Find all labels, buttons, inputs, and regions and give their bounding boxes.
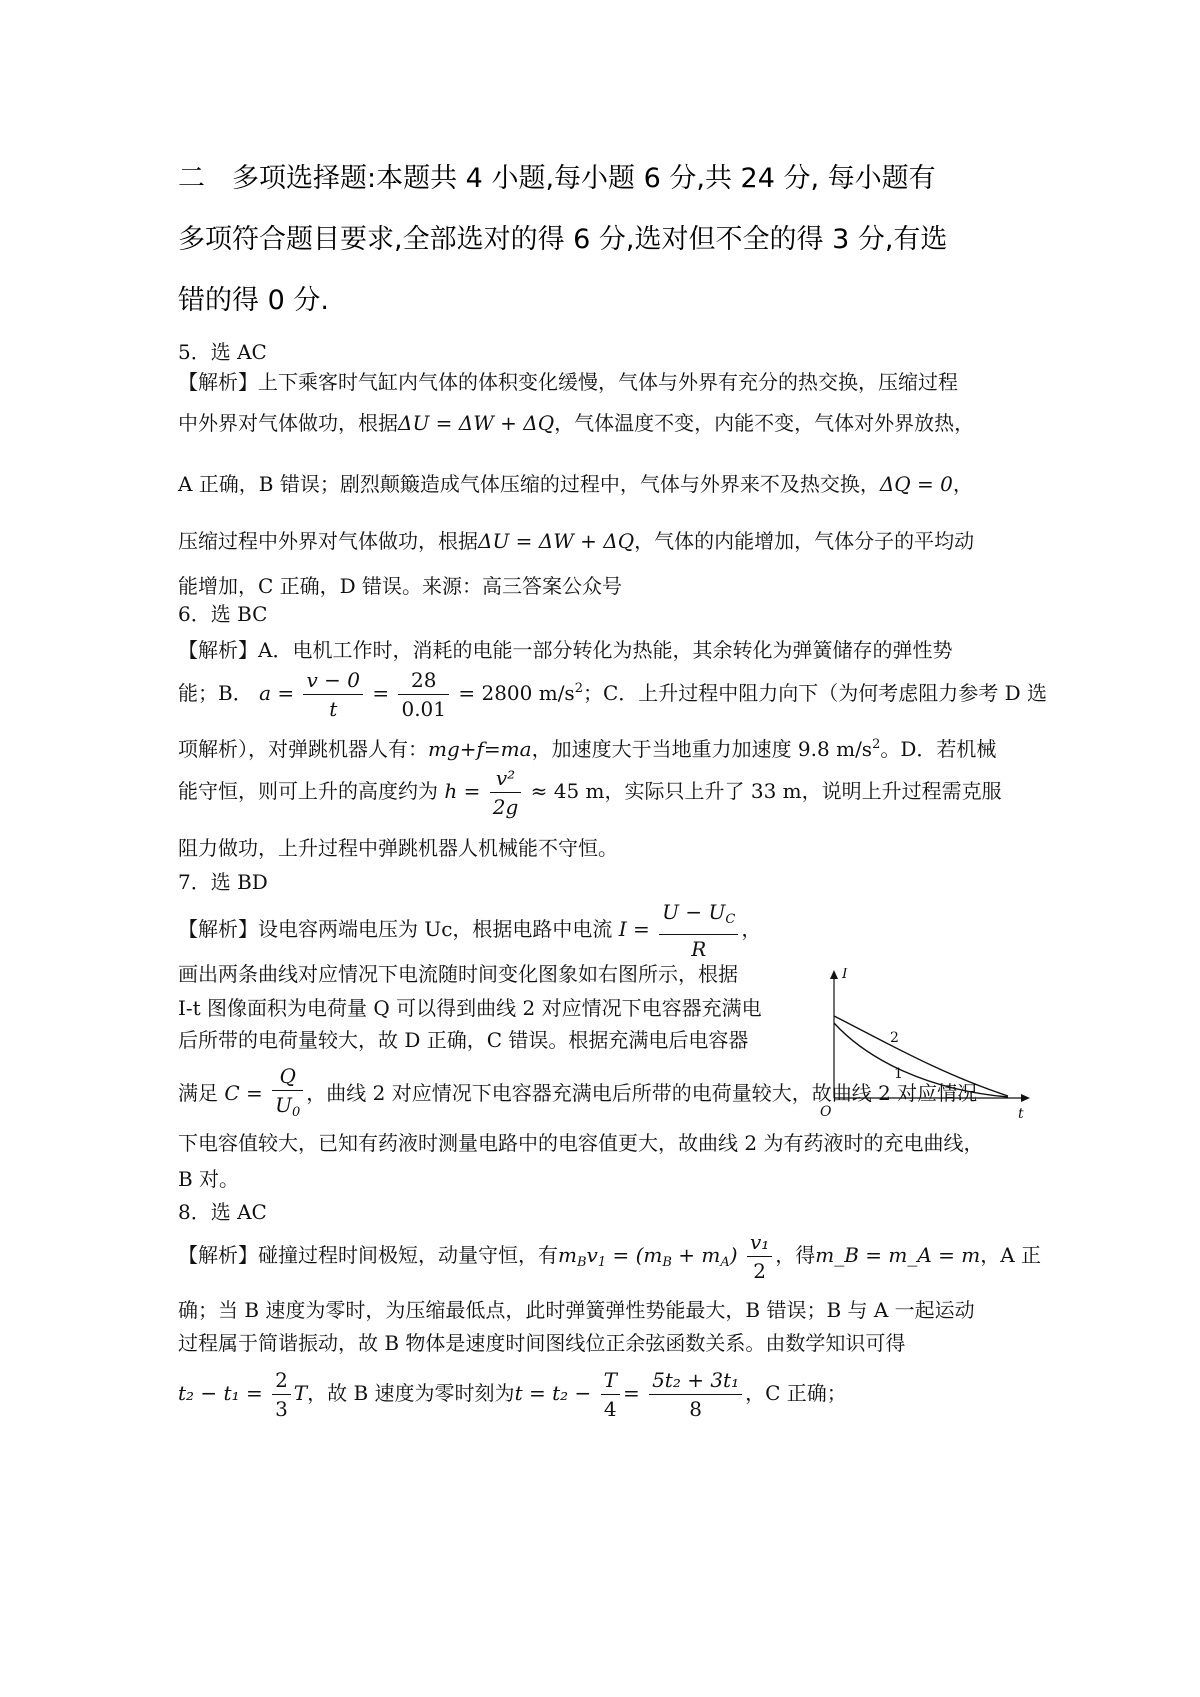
q7-line-2: 画出两条曲线对应情况下电流随时间变化图象如右图所示，根据 (178, 962, 738, 986)
q8-quarter-period-denominator: 4 (603, 1397, 617, 1421)
q8-time-equation: t = t₂ − (514, 1381, 592, 1405)
q6-line-3-text-a: 项解析），对弹跳机器人有： (178, 737, 428, 761)
q8-line-1-text-c: ，A 正 (980, 1243, 1042, 1267)
heading-line-1: 二 多项选择题:本题共 4 小题,每小题 6 分,共 24 分, 每小题有 (178, 163, 936, 194)
q6-height-numerator: v² (490, 764, 522, 793)
q5-line-4 (178, 525, 974, 554)
q6-force-equation: mg+f=ma (428, 737, 532, 761)
q8-line-2: 确；当 B 速度为零时，为压缩最低点，此时弹簧弹性势能最大，B 错误；B 与 A 一起运动 (178, 1298, 975, 1322)
q6-line-4 (178, 764, 1002, 821)
q8-line-4 (178, 1366, 847, 1423)
q8-line-3: 过程属于简谐振动，故 B 物体是速度时间图线位正余弦函数关系。由数学知识可得 (178, 1331, 906, 1355)
q5-line-3-text-a: A 正确，B 错误；剧烈颠簸造成气体压缩的过程中，气体与外界来不及热交换， (178, 472, 880, 496)
q6-fraction-values (398, 666, 449, 723)
q5-line-2-text-a: 中外界对气体做功，根据 (178, 411, 398, 435)
q8-time-difference: t₂ − t₁ = (178, 1381, 263, 1405)
q8-fraction-two-thirds (272, 1366, 291, 1423)
q8-title: 8．选 AC (178, 1200, 267, 1224)
q5-line-5: 能增加，C 正确，D 错误。来源：高三答案公众号 (178, 574, 623, 598)
q7-capacitance-denominator (272, 1091, 303, 1127)
q8-two-thirds-denominator: 3 (275, 1397, 288, 1421)
q6-height-denominator: 2g (492, 795, 519, 819)
q7-line-3: I-t 图像面积为电荷量 Q 可以得到曲线 2 对应情况下电容器充满电 (178, 996, 762, 1020)
graph-origin-label: O (820, 1104, 832, 1120)
q6-accel-symbol: a (259, 681, 271, 705)
q6-fraction-height (490, 764, 522, 821)
q7-line-4: 后所带的电荷量较大，故 D 正确，C 错误。根据充满电后电容器 (178, 1028, 749, 1052)
q6-accel-result: = 2800 m/s (458, 681, 575, 705)
q6-height-result: ≈ 45 m (530, 779, 605, 803)
q7-equals-sign-2: = (246, 1081, 263, 1105)
q8-eq-sub-b2: B (662, 1255, 672, 1270)
q8-eq-sub-b: B (576, 1255, 587, 1270)
q6-equals-sign: = (277, 681, 295, 705)
q8-eq-sub-a: A (720, 1255, 730, 1270)
q5-line-4-text-b: ，气体的内能增加，气体分子的平均动 (634, 529, 975, 553)
q8-line-1 (178, 1228, 1041, 1285)
graph-curve-2-label: 2 (890, 1030, 899, 1046)
q5-title: 5．选 AC (178, 340, 267, 364)
q7-line-1-text-a: 【解析】设电容两端电压为 Uc，根据电路中电流 (178, 917, 613, 941)
q7-title: 7．选 BD (178, 870, 268, 894)
q6-line-4-text-a: 能守恒，则可上升的高度约为 (178, 779, 438, 803)
graph-y-axis-arrow (830, 970, 838, 979)
q6-line-2-text-b: ；C．上升过程中阻力向下（为何考虑阻力参考 D 选 (582, 681, 1048, 705)
graph-y-label: I (842, 968, 848, 982)
q6-line-3-text-c: 。D．若机械 (880, 737, 997, 761)
q6-gravity-exponent: 2 (872, 737, 881, 752)
q8-result-numerator: 5t₂ + 3t₁ (649, 1366, 742, 1395)
q5-line-3 (178, 468, 973, 497)
q5-equation-1: ΔU = ΔW + ΔQ (398, 411, 555, 435)
q8-eq-v: v (586, 1243, 598, 1267)
q8-mass-equation: m_B = m_A = m (815, 1243, 981, 1267)
q7-line-7: B 对。 (178, 1167, 240, 1191)
q6-line-5: 阻力做功，上升过程中弹跳机器人机械能不守恒。 (178, 836, 618, 860)
q7-fraction-capacitance (272, 1062, 303, 1127)
q8-momentum-equation (558, 1243, 738, 1270)
q6-fraction-numerator: v − 0 (303, 666, 363, 695)
q7-capacitance-denominator-subscript: 0 (292, 1105, 301, 1120)
q7-line-1 (178, 898, 761, 963)
q8-result-denominator: 8 (689, 1397, 702, 1421)
heading-line-3: 错的得 0 分. (178, 285, 329, 316)
q8-line-4-text-c: ，C 正确； (745, 1381, 847, 1405)
q6-fraction-values-numerator: 28 (398, 666, 449, 695)
q7-equals-sign: = (633, 917, 650, 941)
q7-current-symbol: I (618, 917, 627, 941)
q6-equals-sign-3: = (463, 779, 481, 803)
q8-eq-mid: = (m (606, 1243, 663, 1267)
graph-x-label: t (1018, 1106, 1024, 1122)
q7-line-6: 下电容值较大，已知有药液时测量电路中的电容值更大，故曲线 2 为有药液时的充电曲线， (178, 1131, 984, 1155)
section-heading (178, 148, 1040, 331)
q6-line-1: 【解析】A．电机工作时，消耗的电能一部分转化为热能，其余转化为弹簧储存的弹性势 (178, 638, 953, 662)
q6-line-4-text-b: ，实际只上升了 33 m，说明上升过程需克服 (604, 779, 1002, 803)
q7-fraction-current (659, 898, 738, 963)
q8-quarter-period-numerator: T (601, 1366, 620, 1395)
q5-line-1: 【解析】上下乘客时气缸内气体的体积变化缓慢，气体与外界有充分的热交换，压缩过程 (178, 370, 958, 394)
heading-line-2: 多项符合题目要求,全部选对的得 6 分,选对但不全的得 3 分,有选 (178, 224, 948, 255)
q6-fraction-velocity (303, 666, 363, 723)
q8-period-symbol: T (293, 1381, 308, 1405)
q8-eq-m: m (558, 1243, 577, 1267)
q8-line-1-text-a: 【解析】碰撞过程时间极短，动量守恒，有 (178, 1243, 558, 1267)
q8-fraction-velocity (747, 1228, 772, 1285)
q7-capacitance-denominator-text: U (275, 1093, 293, 1117)
q7-current-numerator (659, 898, 738, 935)
q8-line-1-text-b: ，得 (775, 1243, 816, 1267)
graph-x-axis-arrow (1021, 1094, 1030, 1102)
q7-capacitance-symbol: C (224, 1081, 240, 1105)
q7-line-5-text-a: 满足 (178, 1081, 218, 1105)
q5-equation-3: ΔU = ΔW + ΔQ (478, 529, 635, 553)
q8-two-thirds-numerator: 2 (272, 1366, 291, 1395)
q6-fraction-values-denominator: 0.01 (401, 697, 446, 721)
q8-velocity-denominator: 2 (753, 1259, 766, 1283)
q6-line-2 (178, 666, 1047, 723)
q8-equals-sign: = (622, 1381, 640, 1405)
q7-line-5 (178, 1062, 977, 1127)
q7-current-numerator-text: U − U (662, 900, 726, 924)
q5-line-2-text-b: ，气体温度不变，内能不变，气体对外界放热， (554, 411, 975, 435)
q7-current-denominator: R (691, 937, 707, 961)
q6-accel-exponent: 2 (574, 681, 583, 696)
q7-capacitance-numerator: Q (272, 1062, 303, 1091)
q5-line-2 (178, 407, 974, 436)
graph-curve-1-label: 1 (894, 1066, 903, 1082)
q7-current-numerator-subscript: C (725, 912, 736, 927)
q8-velocity-numerator: v₁ (747, 1228, 772, 1257)
q5-line-4-text-a: 压缩过程中外界对气体做功，根据 (178, 529, 478, 553)
q5-line-3-text-b: ， (952, 472, 973, 496)
q8-eq-sub-1: 1 (597, 1255, 607, 1270)
q5-equation-2: ΔQ = 0 (879, 472, 953, 496)
q6-equals-sign-2: = (372, 681, 390, 705)
q8-fraction-result (649, 1366, 742, 1423)
q6-title: 6．选 BC (178, 602, 268, 626)
q6-line-3-text-b: ，加速度大于当地重力加速度 9.8 m/s (531, 737, 873, 761)
q8-fraction-quarter-period (601, 1366, 620, 1423)
q6-height-symbol: h (444, 779, 458, 803)
q8-eq-plus: + m (671, 1243, 721, 1267)
q6-fraction-denominator: t (329, 697, 338, 721)
q7-line-1-text-b: ， (741, 917, 762, 941)
q8-eq-close: ) (729, 1243, 738, 1267)
q8-line-4-text-b: ，故 B 速度为零时刻为 (307, 1381, 515, 1405)
q6-line-3 (178, 733, 996, 762)
q6-line-2-text-a: 能；B． (178, 681, 253, 705)
q7-line-5-text-b: ，曲线 2 对应情况下电容器充满电后所带的电荷量较大，故曲线 2 对应情况 (306, 1081, 978, 1105)
